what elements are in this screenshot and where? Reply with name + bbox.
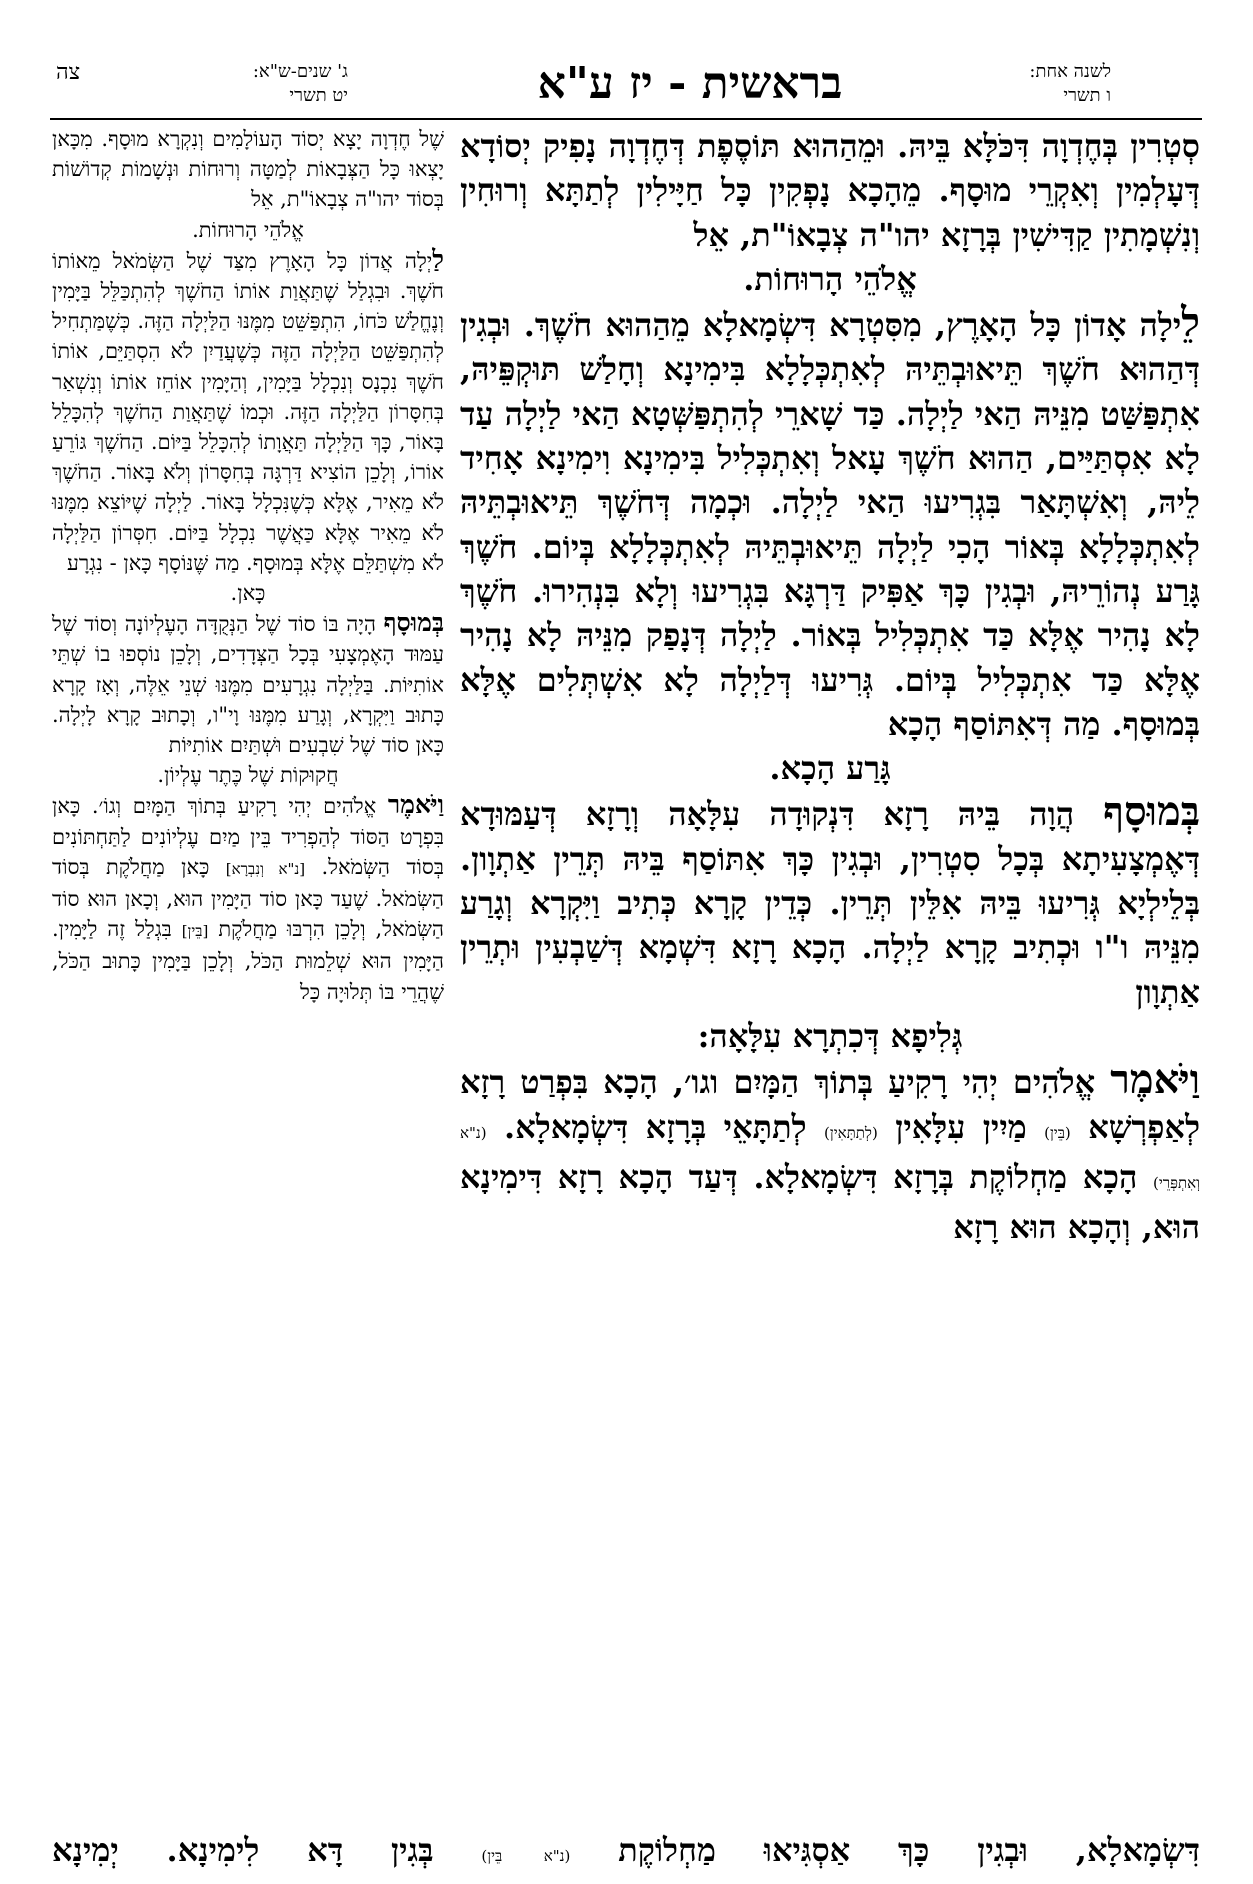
side-paragraph-1 <box>52 124 444 215</box>
main-p4-lead-word: וַיֹּאמֶר <box>1110 1056 1201 1104</box>
page-header <box>0 56 1253 126</box>
main-paragraph-2-end: גָּרַע הָכָא. <box>769 749 891 788</box>
main-p2-lead-letter: לֵ <box>1181 299 1200 347</box>
side-s2-lead-letter: לַ <box>432 244 444 274</box>
bottom-text-a: דִּשְׂמָאלָא, וּבְגִין כָּךְ אַסְגִּיאוּ מַחְלוֹקֶת <box>618 1831 1201 1869</box>
side-paragraph-3 <box>52 608 444 760</box>
three-year-schedule <box>148 60 348 108</box>
hebrew-translation-column <box>52 124 444 1007</box>
main-p4-text-b: מַיִין עִלָּאִין <box>895 1107 1027 1146</box>
side-s2-text: יְלָה אֲדוֹן כָּל הָאָרֶץ מִצַּד שֶׁל הַשְּׂמֹאל מֵאוֹתוֹ חֹשֶׁךְ. וּבִגְלַל שֶׁתַּאֲוַת אוֹתוֹ הַחֹשֶׁךְ לְהִתְכַּלֵּל בַּיָּמִין וְנֶחֱלַשׁ כֹּחוֹ, הִתְפַּשֵּׁט מִמֶּנּוּ הַלַּיְלָה הַזֶּה. כְּשֶׁמַּתְחִיל לְהִתְפַּשֵּׁט הַלַּיְלָה הַזֶּה כְּשֶׁעֲדַיִן לֹא הִסְתַּיֵּם, אוֹתוֹ חֹשֶׁךְ נִכְנָס וְנִכְלָל בַּיָּמִין, וְהַיָּמִין אוֹחֵז אוֹתוֹ וְנִשְׁאַר בְּחִסָּרוֹן הַלַּיְלָה הַזֶּה. וּכְמוֹ שֶׁתַּאֲוַת הַחֹשֶׁךְ לְהִכָּלֵל בָּאוֹר, כָּךְ הַלַּיְלָה תַּאֲוָתוֹ לְהִכָּלֵל בַּיּוֹם. הַחֹשֶׁךְ גּוֹרֵעַ אוֹרוֹ, וְלָכֵן הוֹצִיא דַּרְגָּה בְּחִסָּרוֹן וְלֹא בָּאוֹר. הַחֹשֶׁךְ לֹא מֵאִיר, אֶלָּא כְּשֶׁנִּכְלָל בָּאוֹר. לַיְלָה שֶׁיּוֹצֵא מִמֶּנּוּ לֹא מֵאִיר אֶלָּא כַּאֲשֶׁר נִכְלָל בַּיּוֹם. חִסְּרוֹן הַלַּיְלָה לֹא מִשְׁתַּלֵּם אֶלָּא בְּמוּסָף. מַה שֶּׁנּוֹסָף כָּאן - נִגְרָע <box>52 248 444 575</box>
bottom-text-b: בְּגִין דָּא לִימִינָא. יְמִינָא <box>52 1831 434 1869</box>
main-p2-text: ילָה אָדוֹן כָּל הָאָרֶץ, מִסִּטְרָא דִּשְׂמָאלָא מֵהַהוּא חֹשֶׁךְ. וּבְגִין דְּהַהוּא חֹשֶׁךְ תֵּיאוּבְתֵּיהּ לְאִתְכְּלָלָא בִּימִינָא וְחָלַשׁ תּוּקְפֵּיהּ, אִתְפַּשַּׁט מִנֵּיהּ הַאי לַיְלָה. כַּד שָׁארֵי לְהִתְפַּשְּׁטָא הַאי לַיְלָה עַד לָא אִסְתַּיַּים, הַהוּא חֹשֶׁךְ עָאל וְאִתְכְּלִיל בִּימִינָא וִימִינָא אָחִיד לֵיהּ, וְאִשְׁתָּאַר בִּגְרִיעוּ הַאי לַיְלָה. וּכְמָה דְּחֹשֶׁךְ תֵּיאוּבְתֵּיהּ לְאִתְכְּלָלָא בְּאוֹר הָכִי לַיְלָה תֵּיאוּבְתֵּיהּ לְאִתְכְּלָלָא בְּיוֹם. חֹשֶׁךְ גָּרַע נְהוֹרֵיהּ, וּבְגִין כָּךְ אַפִּיק דַּרְגָּא בִּגְרִיעוּ וְלָא בִּנְהִירוּ. חֹשֶׁךְ לָא נָהִיר אֶלָּא כַּד אִתְכְּלִיל בְּאוֹר. לַיְלָה דְּנָפַק מִנֵּיהּ לָא נָהִיר אֶלָּא כַּד אִתְכְּלִיל בְּיוֹם. גְּרִיעוּ דְּלַיְלָה לָא אִשְׁתְּלִים אֶלָּא בְּמוּסָף. מַה דְּאִתּוֹסַף הָכָא <box>460 306 1201 743</box>
main-p4-text-a: אֱלֹהִים יְהִי רָקִיעַ בְּתוֹךְ הַמָּיִם וגו׳, הָכָא בִּפְרַט רָזָא לְאַפְרְשָׁא <box>460 1063 1201 1146</box>
main-p4-text-d: הָכָא מַחְלוֹקֶת בְּרָזָא דִּשְׂמָאלָא. דְּעַד הָכָא רָזָא דִּימִינָא הוּא, וְהָכָא הוּא רָזָא <box>460 1157 1200 1247</box>
one-year-label: לשנה אחת: <box>1029 61 1111 82</box>
side-paragraph-4 <box>52 790 444 1006</box>
main-paragraph-3-end: גְּלִיפָא דְּכִתְרָא עִלָּאָה: <box>697 1016 963 1055</box>
one-year-schedule <box>931 60 1111 108</box>
main-paragraph-3 <box>460 790 1200 1013</box>
side-s4-lead-word: וַיֹּאמֶר <box>387 790 444 820</box>
main-paragraph-2 <box>460 301 1200 746</box>
main-p3-text: הֲוָה בֵּיהּ רָזָא דִּנְקוּדָה עִלָּאָה וְרָזָא דְּעַמּוּדָא דְּאֶמְצָעִיתָא בְּכָל סִטְרִין, וּבְגִין כָּךְ אִתּוֹסַף בֵּיהּ תְּרֵין אַתְוָון. בְּלֵילְיָא גְּרִיעוּ בֵּיהּ אִלֵּין תְּרֵין. כְּדֵין קָרָא כְּתִיב וַיִּקְרָא וְגָרַע מִנֵּיהּ ו"ו וּכְתִיב קָרָא לַיְלָה. הָכָא רָזָא דִּשְׁמָא דְּשַׁבְעִין וּתְרֵין אַתְוָון <box>460 795 1200 1011</box>
header-rule <box>50 118 1202 120</box>
page-title: בראשית - יז ע"א <box>537 58 843 109</box>
side-paragraph-3-end: חֲקוּקוֹת שֶׁל כֶּתֶר עֶלְיוֹן. <box>157 763 339 788</box>
main-paragraph-1-end: אֱלֹהֵי הָרוּחוֹת. <box>743 259 917 298</box>
side-s1-text: שֶׁל חֶדְוָה יָצָא יְסוֹד הָעוֹלָמִים וְנִקְרָא מוּסָף. מִכָּאן יָצְאוּ כָּל הַצְּבָאוֹת לְמַטָּה וְרוּחוֹת וּנְשָׁמוֹת קְדוֹשׁוֹת בְּסוֹד יהו"ה צְבָאוֹ"ת, אֵל <box>52 127 444 212</box>
bottom-note: (נ"א בֵּין) <box>481 1847 571 1865</box>
side-s4-note-2: [בֵּין] <box>181 922 209 941</box>
page-number: צה <box>56 60 81 85</box>
main-paragraph-4 <box>460 1058 1200 1249</box>
main-p3-lead-word: בְּמוּסָף <box>1103 788 1200 836</box>
main-paragraph-1 <box>460 124 1200 257</box>
three-year-date: יט תשרי <box>289 85 348 106</box>
main-p4-note-3: (נ"א וְאִתְפְּרֵי) <box>460 1123 1201 1192</box>
side-s3-lead-word: בְּמוּסָף <box>383 608 444 638</box>
side-paragraph-1-end: אֱלֹהֵי הָרוּחוֹת. <box>192 217 304 242</box>
side-paragraph-2 <box>52 245 444 578</box>
aramaic-column <box>460 124 1200 1249</box>
side-s4-note-1: [נ"א וְנִבְרָא] <box>225 859 306 878</box>
main-p4-note-1: (בֵּין) <box>1044 1123 1071 1142</box>
side-s4-text-b: כָּאן מַחֲלֹקֶת בְּסוֹד הַשְּׂמֹאל. שֶׁעַד כָּאן סוֹד הַיָּמִין הוּא, וְכָאן הוּא סוֹד הַשְּׂמֹאל, וְלָכֵן הִרְבּוּ מַחֲלֹקֶת <box>52 854 445 942</box>
side-s4-text-a: אֱלֹהִים יְהִי רָקִיעַ בְּתוֹךְ הַמָּיִם וְגוֹ׳. כָּאן בִּפְרָט הַסּוֹד לְהַפְרִיד בֵּין מַיִם עֶלְיוֹנִים לַתַּחְתּוֹנִים בְּסוֹד הַשְּׂמֹאל. <box>52 794 444 879</box>
side-s3-text: הָיָה בּוֹ סוֹד שֶׁל הַנְּקֻדָּה הָעֶלְיוֹנָה וְסוֹד שֶׁל עַמּוּד הָאֶמְצָעִי בְּכָל הַצְּדָדִים, וְלָכֵן נוֹסְפוּ בוֹ שְׁתֵּי אוֹתִיּוֹת. בַּלַּיְלָה נִגְרָעִים מִמֶּנּוּ שְׁנֵי אֵלֶּה, וְאָז קָרָא כָּתוּב וַיִּקְרָא, וְגָרַע מִמֶּנּוּ וָי"ו, וְכָתוּב קָרָא לָיְלָה. כָּאן סוֹד שֶׁל שִׁבְעִים וּשְׁתַּיִם אוֹתִיּוֹת <box>52 612 444 758</box>
side-paragraph-2-end: כָּאן. <box>230 581 266 606</box>
full-width-bottom-line <box>52 1828 1200 1878</box>
main-p1-text: סְטְרִין בְּחֶדְוָה דִּכֹּלָּא בֵּיהּ. וּמֵהַהוּא תּוֹסֶפֶת דְּחֶדְוָה נָפִיק יְסוֹדָא דְּעָלְמִין וְאִקְרֵי מוּסָף. מֵהָכָא נָפְקִין כָּל חַיָּילִין לְתַתָּא וְרוּחִין וְנִשְׁמָתִין קַדִּישִׁין בְּרָזָא יהו"ה צְבָאוֹ"ת, אֵל <box>460 127 1200 254</box>
one-year-date: ו תשרי <box>1063 85 1111 106</box>
main-p4-text-c: לְתַתָּאֵי בְּרָזָא דִּשְׂמָאלָא. <box>504 1107 807 1146</box>
three-year-label: ג' שנים-ש"א: <box>252 61 348 82</box>
side-s4-text-c: בִּגְלַל זֶה לַיָּמִין. הַיָּמִין הוּא שְׁלֵמוּת הַכֹּל, וְלָכֵן בַּיָּמִין כָּתוּב הַכֹּל, שֶׁהֲרֵי בּוֹ תְּלוּיָה כָּל <box>52 917 444 1004</box>
main-p4-note-2: (לְתַתָּאִין) <box>824 1123 878 1142</box>
